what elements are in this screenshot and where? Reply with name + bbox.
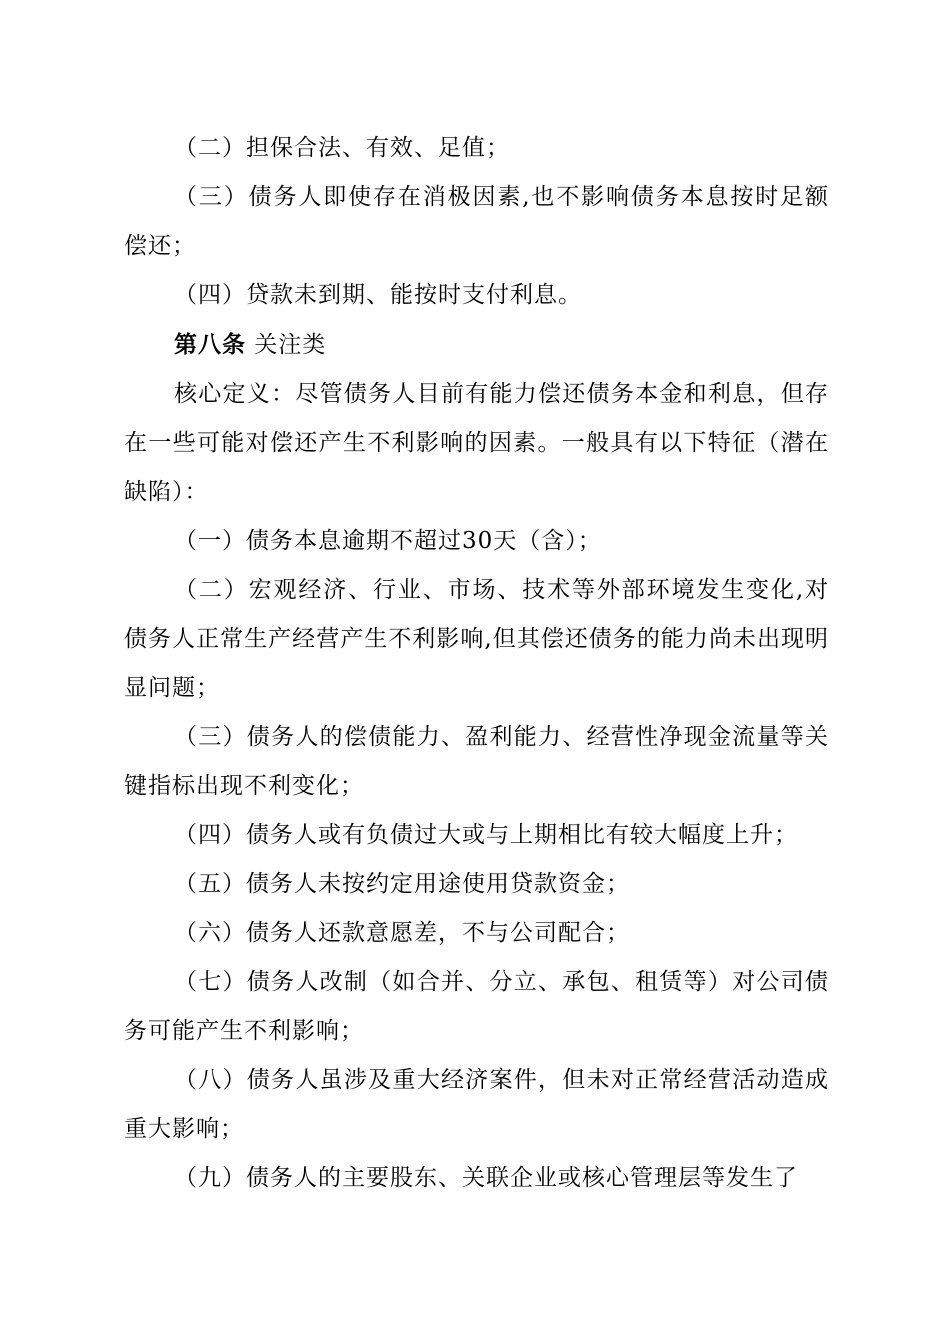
feature-1: （一）债务本息逾期不超过30天（含）； (174, 528, 602, 554)
clause-4-interest: （四）贷款未到期、能按时支付利息。 (174, 282, 582, 308)
feature-9: （九）债务人的主要股东、关联企业或核心管理层等发生了 (174, 1165, 798, 1191)
feature-8: （八）债务人虽涉及重大经济案件，但未对正常经营活动造成重大影响； (124, 1067, 829, 1142)
feature-2: （二）宏观经济、行业、市场、技术等外部环境发生变化,对债务人正常生产经营产生不利影响,但其偿还债务的能力尚未出现明显问题； (124, 577, 829, 701)
feature-4: （四）债务人或有负债过大或与上期相比有较大幅度上升； (174, 822, 798, 848)
article-title: 关注类 (246, 332, 327, 358)
feature-6: （六）债务人还款意愿差，不与公司配合； (174, 920, 630, 946)
core-definition: 核心定义：尽管债务人目前有能力偿还债务本金和利息，但存在一些可能对偿还产生不利影响的因素。一般具有以下特征（潜在缺陷）： (124, 381, 829, 505)
feature-7: （七）债务人改制（如合并、分立、承包、租赁等）对公司债务可能产生不利影响； (124, 969, 829, 1044)
article-8-heading (124, 320, 829, 370)
clause-2-guarantee: （二）担保合法、有效、足值； (174, 135, 510, 161)
feature-5: （五）债务人未按约定用途使用贷款资金； (174, 871, 630, 897)
clause-3-negative-factors: （三）债务人即使存在消极因素,也不影响债务本息按时足额偿还； (124, 184, 829, 259)
document-body (124, 124, 829, 1203)
article-number: 第八条 (174, 331, 246, 358)
feature-3: （三）债务人的偿债能力、盈利能力、经营性净现金流量等关键指标出现不利变化； (124, 724, 829, 799)
